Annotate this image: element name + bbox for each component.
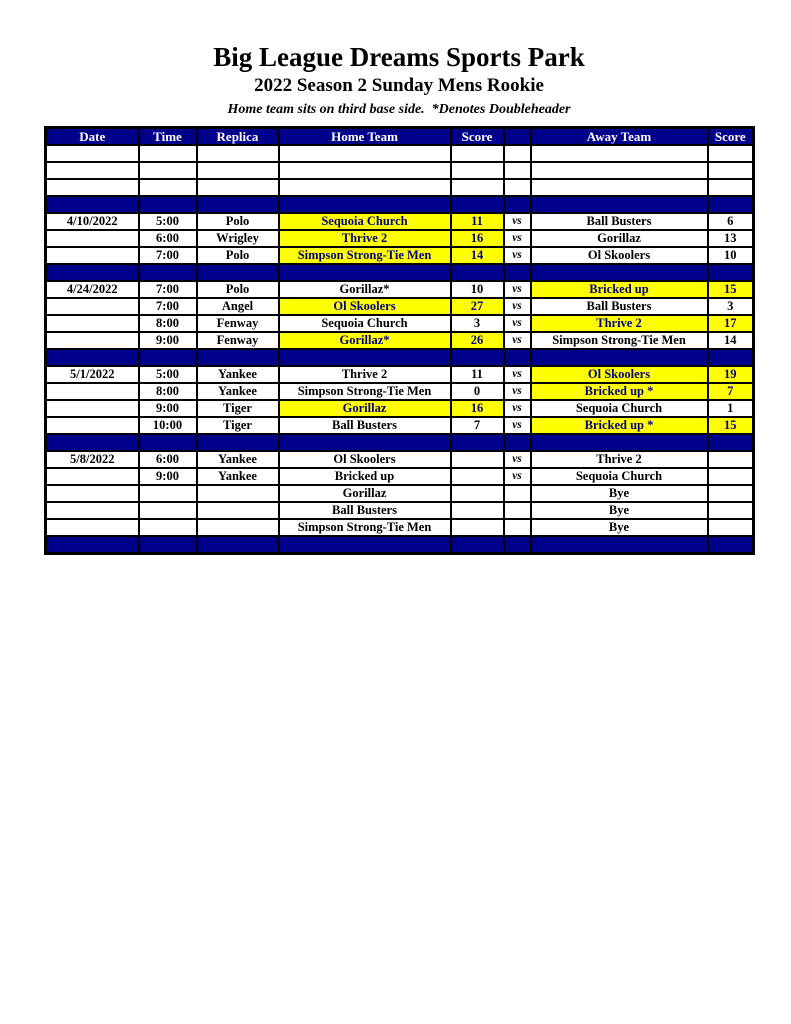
time-cell: 8:00 (139, 383, 197, 400)
vs-cell (504, 434, 531, 451)
home-team-cell (279, 179, 451, 196)
away-score-cell (708, 196, 754, 213)
home-score-cell (451, 196, 504, 213)
home-team-cell: Sequoia Church (279, 315, 451, 332)
column-header-vs (504, 128, 531, 146)
game-row (46, 383, 754, 400)
away-score-cell (708, 179, 754, 196)
time-cell (139, 536, 197, 554)
time-cell (139, 179, 197, 196)
home-team-cell (279, 196, 451, 213)
home-team-cell: Simpson Strong-Tie Men (279, 247, 451, 264)
vs-cell: vs (504, 417, 531, 434)
away-team-cell (531, 264, 708, 281)
column-header-replica: Replica (197, 128, 279, 146)
away-team-cell (531, 349, 708, 366)
replica-cell: Yankee (197, 366, 279, 383)
vs-cell: vs (504, 247, 531, 264)
date-cell (46, 264, 139, 281)
table-header-row (46, 128, 754, 146)
replica-cell: Polo (197, 281, 279, 298)
away-team-cell: Thrive 2 (531, 315, 708, 332)
home-team-cell: Gorillaz* (279, 332, 451, 349)
home-team-cell (279, 264, 451, 281)
column-header-away-team: Away Team (531, 128, 708, 146)
home-score-cell: 11 (451, 366, 504, 383)
home-team-cell: Ball Busters (279, 417, 451, 434)
blank-row (46, 179, 754, 196)
page-header (45, 0, 753, 117)
schedule-table (44, 126, 755, 555)
home-score-cell: 0 (451, 383, 504, 400)
game-row (46, 247, 754, 264)
replica-cell: Wrigley (197, 230, 279, 247)
blank-row (46, 145, 754, 162)
date-cell: 4/10/2022 (46, 213, 139, 230)
vs-cell: vs (504, 298, 531, 315)
home-score-cell: 10 (451, 281, 504, 298)
game-row (46, 451, 754, 468)
time-cell (139, 162, 197, 179)
away-team-cell: Ball Busters (531, 298, 708, 315)
time-cell (139, 502, 197, 519)
time-cell (139, 485, 197, 502)
away-team-cell (531, 536, 708, 554)
game-row (46, 315, 754, 332)
away-team-cell: Sequoia Church (531, 468, 708, 485)
date-cell (46, 230, 139, 247)
vs-cell: vs (504, 281, 531, 298)
away-score-cell (708, 451, 754, 468)
away-team-cell: Sequoia Church (531, 400, 708, 417)
replica-cell: Tiger (197, 400, 279, 417)
away-score-cell: 6 (708, 213, 754, 230)
vs-cell (504, 179, 531, 196)
home-team-cell: Ball Busters (279, 502, 451, 519)
vs-cell: vs (504, 366, 531, 383)
separator-row (46, 196, 754, 213)
vs-cell: vs (504, 451, 531, 468)
away-score-cell: 13 (708, 230, 754, 247)
replica-cell (197, 485, 279, 502)
separator-row (46, 264, 754, 281)
date-cell: 4/24/2022 (46, 281, 139, 298)
replica-cell (197, 145, 279, 162)
home-team-cell: Thrive 2 (279, 230, 451, 247)
page-title: Big League Dreams Sports Park (213, 42, 585, 72)
away-score-cell (708, 519, 754, 536)
home-team-cell (279, 162, 451, 179)
home-score-cell: 3 (451, 315, 504, 332)
away-score-cell (708, 536, 754, 554)
replica-cell: Tiger (197, 417, 279, 434)
date-cell (46, 502, 139, 519)
date-cell (46, 332, 139, 349)
date-cell (46, 468, 139, 485)
home-team-cell: Simpson Strong-Tie Men (279, 383, 451, 400)
time-cell (139, 264, 197, 281)
vs-cell: vs (504, 383, 531, 400)
away-team-cell (531, 162, 708, 179)
game-row (46, 332, 754, 349)
time-cell (139, 196, 197, 213)
date-cell: 5/1/2022 (46, 366, 139, 383)
date-cell (46, 417, 139, 434)
replica-cell (197, 179, 279, 196)
away-team-cell (531, 434, 708, 451)
away-team-cell (531, 196, 708, 213)
vs-cell: vs (504, 213, 531, 230)
replica-cell (197, 519, 279, 536)
vs-cell (504, 485, 531, 502)
time-cell: 7:00 (139, 247, 197, 264)
date-cell (46, 315, 139, 332)
vs-cell: vs (504, 230, 531, 247)
replica-cell: Polo (197, 213, 279, 230)
home-score-cell: 16 (451, 230, 504, 247)
replica-cell: Yankee (197, 383, 279, 400)
game-row (46, 366, 754, 383)
away-score-cell (708, 162, 754, 179)
time-cell: 10:00 (139, 417, 197, 434)
home-score-cell (451, 502, 504, 519)
time-cell: 7:00 (139, 281, 197, 298)
home-team-cell (279, 145, 451, 162)
home-team-cell: Sequoia Church (279, 213, 451, 230)
date-cell (46, 145, 139, 162)
blank-row (46, 162, 754, 179)
date-cell (46, 400, 139, 417)
date-cell (46, 536, 139, 554)
home-team-cell: Bricked up (279, 468, 451, 485)
away-score-cell: 15 (708, 417, 754, 434)
replica-cell: Fenway (197, 332, 279, 349)
column-header-time: Time (139, 128, 197, 146)
home-score-cell (451, 468, 504, 485)
time-cell: 7:00 (139, 298, 197, 315)
separator-row (46, 536, 754, 554)
date-cell (46, 519, 139, 536)
vs-cell (504, 519, 531, 536)
home-team-cell: Simpson Strong-Tie Men (279, 519, 451, 536)
away-team-cell: Ol Skoolers (531, 247, 708, 264)
game-row (46, 485, 754, 502)
vs-cell: vs (504, 315, 531, 332)
separator-row (46, 434, 754, 451)
replica-cell (197, 502, 279, 519)
replica-cell (197, 196, 279, 213)
time-cell (139, 349, 197, 366)
time-cell (139, 145, 197, 162)
date-cell (46, 298, 139, 315)
game-row (46, 468, 754, 485)
away-team-cell: Bricked up * (531, 417, 708, 434)
game-row (46, 417, 754, 434)
home-team-cell: Gorillaz* (279, 281, 451, 298)
home-score-cell (451, 536, 504, 554)
away-team-cell: Ol Skoolers (531, 366, 708, 383)
time-cell: 5:00 (139, 366, 197, 383)
vs-cell (504, 145, 531, 162)
column-header-date: Date (46, 128, 139, 146)
home-score-cell: 7 (451, 417, 504, 434)
away-team-cell (531, 145, 708, 162)
home-score-cell: 14 (451, 247, 504, 264)
legend-note: Home team sits on third base side. *Denotes Doubleheader (227, 101, 571, 117)
home-team-cell: Gorillaz (279, 485, 451, 502)
home-score-cell: 11 (451, 213, 504, 230)
away-team-cell: Thrive 2 (531, 451, 708, 468)
away-score-cell: 19 (708, 366, 754, 383)
away-team-cell: Bricked up (531, 281, 708, 298)
replica-cell (197, 434, 279, 451)
away-team-cell (531, 179, 708, 196)
game-row (46, 519, 754, 536)
home-score-cell (451, 145, 504, 162)
home-score-cell (451, 434, 504, 451)
vs-cell (504, 502, 531, 519)
replica-cell: Polo (197, 247, 279, 264)
home-score-cell: 26 (451, 332, 504, 349)
away-score-cell (708, 264, 754, 281)
column-header-away-score: Score (708, 128, 754, 146)
column-header-home-score: Score (451, 128, 504, 146)
date-cell (46, 196, 139, 213)
home-team-cell: Ol Skoolers (279, 298, 451, 315)
replica-cell (197, 264, 279, 281)
home-team-cell: Ol Skoolers (279, 451, 451, 468)
away-team-cell: Simpson Strong-Tie Men (531, 332, 708, 349)
time-cell: 5:00 (139, 213, 197, 230)
away-score-cell: 1 (708, 400, 754, 417)
away-team-cell: Bye (531, 502, 708, 519)
page-subtitle: 2022 Season 2 Sunday Mens Rookie (254, 75, 544, 97)
time-cell (139, 519, 197, 536)
away-score-cell: 15 (708, 281, 754, 298)
replica-cell (197, 536, 279, 554)
home-team-cell: Thrive 2 (279, 366, 451, 383)
time-cell (139, 434, 197, 451)
vs-cell (504, 264, 531, 281)
home-score-cell (451, 162, 504, 179)
vs-cell: vs (504, 468, 531, 485)
game-row (46, 230, 754, 247)
time-cell: 9:00 (139, 400, 197, 417)
away-score-cell: 7 (708, 383, 754, 400)
date-cell (46, 349, 139, 366)
home-score-cell (451, 264, 504, 281)
home-score-cell: 16 (451, 400, 504, 417)
vs-cell: vs (504, 332, 531, 349)
home-team-cell (279, 349, 451, 366)
date-cell (46, 247, 139, 264)
home-score-cell: 27 (451, 298, 504, 315)
away-score-cell (708, 485, 754, 502)
away-team-cell: Bye (531, 485, 708, 502)
home-team-cell: Gorillaz (279, 400, 451, 417)
home-score-cell (451, 485, 504, 502)
home-team-cell (279, 536, 451, 554)
game-row (46, 502, 754, 519)
game-row (46, 400, 754, 417)
away-score-cell: 17 (708, 315, 754, 332)
date-cell: 5/8/2022 (46, 451, 139, 468)
date-cell (46, 383, 139, 400)
home-score-cell (451, 519, 504, 536)
replica-cell: Fenway (197, 315, 279, 332)
replica-cell (197, 162, 279, 179)
away-score-cell (708, 349, 754, 366)
column-header-home-team: Home Team (279, 128, 451, 146)
away-score-cell: 10 (708, 247, 754, 264)
away-score-cell (708, 434, 754, 451)
replica-cell: Yankee (197, 468, 279, 485)
date-cell (46, 162, 139, 179)
away-score-cell (708, 145, 754, 162)
replica-cell (197, 349, 279, 366)
date-cell (46, 485, 139, 502)
time-cell: 8:00 (139, 315, 197, 332)
vs-cell (504, 162, 531, 179)
game-row (46, 281, 754, 298)
vs-cell (504, 536, 531, 554)
time-cell: 6:00 (139, 230, 197, 247)
separator-row (46, 349, 754, 366)
vs-cell: vs (504, 400, 531, 417)
away-team-cell: Bye (531, 519, 708, 536)
away-score-cell: 14 (708, 332, 754, 349)
time-cell: 9:00 (139, 332, 197, 349)
home-score-cell (451, 179, 504, 196)
away-score-cell (708, 502, 754, 519)
away-team-cell: Ball Busters (531, 213, 708, 230)
away-score-cell (708, 468, 754, 485)
vs-cell (504, 349, 531, 366)
time-cell: 9:00 (139, 468, 197, 485)
time-cell: 6:00 (139, 451, 197, 468)
replica-cell: Angel (197, 298, 279, 315)
away-team-cell: Bricked up * (531, 383, 708, 400)
away-score-cell: 3 (708, 298, 754, 315)
home-score-cell (451, 451, 504, 468)
date-cell (46, 179, 139, 196)
date-cell (46, 434, 139, 451)
game-row (46, 298, 754, 315)
away-team-cell: Gorillaz (531, 230, 708, 247)
vs-cell (504, 196, 531, 213)
replica-cell: Yankee (197, 451, 279, 468)
home-team-cell (279, 434, 451, 451)
home-score-cell (451, 349, 504, 366)
game-row (46, 213, 754, 230)
